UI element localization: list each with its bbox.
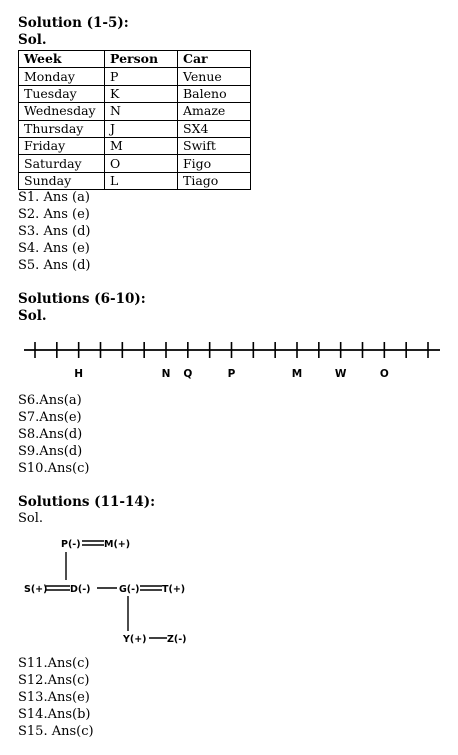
answer-s1: S1. Ans (a) xyxy=(18,190,90,205)
answer-s10: S10.Ans(c) xyxy=(18,461,90,476)
node-s: S(+) xyxy=(24,584,48,595)
table-cell-week: Saturday xyxy=(19,155,105,172)
table-cell-person: M xyxy=(105,137,178,154)
node-p: P(-) xyxy=(61,539,81,550)
section3-heading: Solutions (11-14): xyxy=(18,494,156,510)
answer-s14: S14.Ans(b) xyxy=(18,707,91,722)
table-cell-person: L xyxy=(105,172,178,189)
table-cell-week: Thursday xyxy=(19,120,105,137)
section2-sol-label: Sol. xyxy=(18,308,47,324)
number-line-label: W xyxy=(334,368,347,380)
table-cell-car: Figo xyxy=(178,155,251,172)
arrangement-table xyxy=(18,50,251,190)
answer-s12: S12.Ans(c) xyxy=(18,673,90,688)
table-cell-week: Monday xyxy=(19,68,105,85)
section3-sol-label: Sol. xyxy=(18,511,44,526)
column-header-car: Car xyxy=(178,51,251,68)
table-cell-person: N xyxy=(105,103,178,120)
node-t: T(+) xyxy=(162,584,186,595)
table-cell-week: Sunday xyxy=(19,172,105,189)
node-y: Y(+) xyxy=(123,634,147,645)
number-line-label: M xyxy=(291,368,303,380)
table-cell-person: K xyxy=(105,85,178,102)
table-cell-car: SX4 xyxy=(178,120,251,137)
number-line-label: N xyxy=(161,368,171,380)
table-cell-car: Tiago xyxy=(178,172,251,189)
node-m: M(+) xyxy=(104,539,131,550)
number-line-label: H xyxy=(74,368,84,380)
table-cell-car: Venue xyxy=(178,68,251,85)
table-row xyxy=(19,103,251,120)
number-line-label: P xyxy=(227,368,236,380)
table-cell-week: Friday xyxy=(19,137,105,154)
table-row xyxy=(19,85,251,102)
table-cell-week: Wednesday xyxy=(19,103,105,120)
number-line-labels xyxy=(74,368,389,380)
table-header-row xyxy=(19,51,251,68)
node-z: Z(-) xyxy=(167,634,187,645)
answer-s7: S7.Ans(e) xyxy=(18,410,82,425)
answer-s4: S4. Ans (e) xyxy=(18,241,90,256)
column-header-week: Week xyxy=(19,51,105,68)
answer-s8: S8.Ans(d) xyxy=(18,427,83,442)
family-diagram xyxy=(0,530,458,655)
table-cell-car: Swift xyxy=(178,137,251,154)
table-cell-week: Tuesday xyxy=(19,85,105,102)
table-cell-car: Baleno xyxy=(178,85,251,102)
table-cell-car: Amaze xyxy=(178,103,251,120)
answer-s13: S13.Ans(e) xyxy=(18,690,90,705)
table-cell-person: P xyxy=(105,68,178,85)
number-line-label: Q xyxy=(183,368,193,380)
section2-heading: Solutions (6-10): xyxy=(18,291,146,307)
table-row xyxy=(19,155,251,172)
column-header-person: Person xyxy=(105,51,178,68)
table-row xyxy=(19,137,251,154)
table-row xyxy=(19,120,251,137)
answer-s2: S2. Ans (e) xyxy=(18,207,90,222)
number-line xyxy=(0,335,458,385)
section1-heading: Solution (1-5): xyxy=(18,15,129,31)
answer-s9: S9.Ans(d) xyxy=(18,444,83,459)
section1-sol-label: Sol. xyxy=(18,32,47,48)
answer-s3: S3. Ans (d) xyxy=(18,224,91,239)
answer-s15: S15. Ans(c) xyxy=(18,724,94,739)
node-d: D(-) xyxy=(70,584,91,595)
table-cell-person: J xyxy=(105,120,178,137)
table-row xyxy=(19,172,251,189)
answer-s11: S11.Ans(c) xyxy=(18,656,90,671)
number-line-label: O xyxy=(379,368,389,380)
answer-s5: S5. Ans (d) xyxy=(18,258,91,273)
answer-s6: S6.Ans(a) xyxy=(18,393,82,408)
table-row xyxy=(19,68,251,85)
node-g: G(-) xyxy=(119,584,140,595)
table-cell-person: O xyxy=(105,155,178,172)
